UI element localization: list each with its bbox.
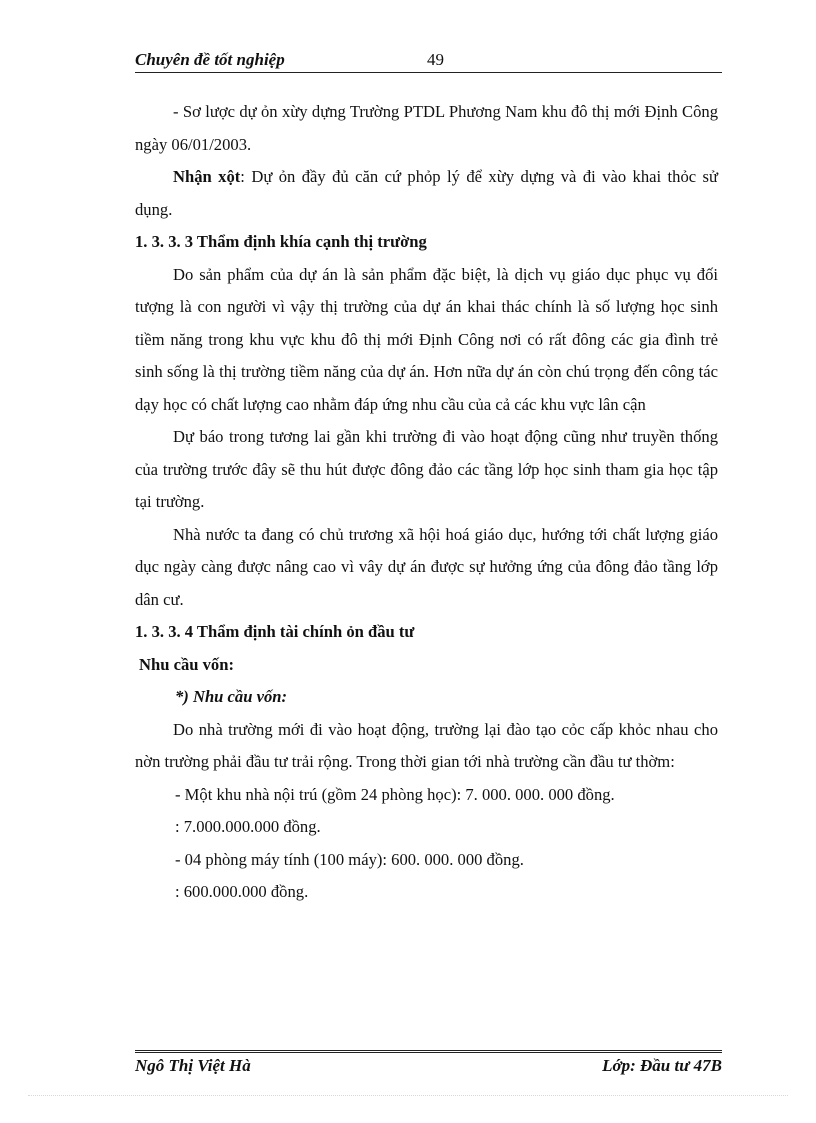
footer-author: Ngô Thị Việt Hà: [135, 1056, 251, 1075]
remark-paragraph: [135, 161, 718, 226]
page-footer: [135, 1050, 722, 1083]
paragraph: - Sơ lược dự ỏn xừy dựng Trường PTDL Phương Nam khu đô thị mới Định Công ngày 06/01/2003.: [135, 102, 718, 154]
page-header: [135, 48, 722, 73]
section-heading: 1. 3. 3. 4 Thẩm định tài chính ỏn đầu tư: [135, 622, 415, 641]
paragraph: Dự báo trong tương lai gần khi trường đi vào hoạt động cũng như truyền thống của trường trước đây sẽ thu hút được đông đảo các tầng lớp học sinh tham gia học tập tại trường.: [135, 427, 718, 511]
paragraph: Do nhà trường mới đi vào hoạt động, trường lại đào tạo cỏc cấp khỏc nhau cho nờn trường phải đầu tư trải rộng. Trong thời gian tới nhà trường cần đầu tư thờm:: [135, 719, 718, 771]
list-item: - 04 phòng máy tính (100 máy): 600. 000. 000 đồng.: [175, 849, 524, 869]
section-heading: 1. 3. 3. 3 Thẩm định khía cạnh thị trường: [135, 232, 427, 251]
page-edge-divider: [28, 1095, 788, 1096]
remark-text: : Dự ỏn đầy đủ căn cứ phỏp lý để xừy dựng và đi vào khai thỏc sử dụng.: [135, 167, 718, 219]
list-item-value: : 7.000.000.000 đồng.: [175, 817, 321, 836]
paragraph: Do sản phẩm của dự án là sản phẩm đặc biệt, là dịch vụ giáo dục phục vụ đối tượng là con người vì vậy thị trường của dự án khai thác chính là số lượng học sinh tiềm năng trong khu vực khu đô thị mới Định Công nơi có rất đông các gia đình trẻ sinh sống là thị trường tiềm năng của dự án. Hơn nữa dự án còn chú trọng đến công tác dạy học có chất lượng cao nhằm đáp ứng nhu cầu của cả các khu vực lân cận: [135, 264, 718, 414]
subheading-italic: *) Nhu cầu vốn:: [175, 687, 288, 706]
remark-label: Nhận xột: [173, 167, 241, 186]
subheading: Nhu cầu vốn:: [139, 654, 234, 674]
list-item: - Một khu nhà nội trú (gồm 24 phòng học): 7. 000. 000. 000 đồng.: [175, 784, 615, 804]
paragraph: Nhà nước ta đang có chủ trương xã hội hoá giáo dục, hướng tới chất lượng giáo dục ngày càng được nâng cao vì vây dự án được sự hưởng ứng của đông đảo tầng lớp dân cư.: [135, 524, 718, 609]
page-number: 49: [427, 50, 444, 69]
footer-class: Lớp: Đầu tư 47B: [602, 1056, 722, 1075]
list-item-value: : 600.000.000 đồng.: [175, 882, 309, 901]
header-title: Chuyên đề tốt nghiệp: [135, 50, 285, 69]
document-body: [135, 96, 718, 909]
